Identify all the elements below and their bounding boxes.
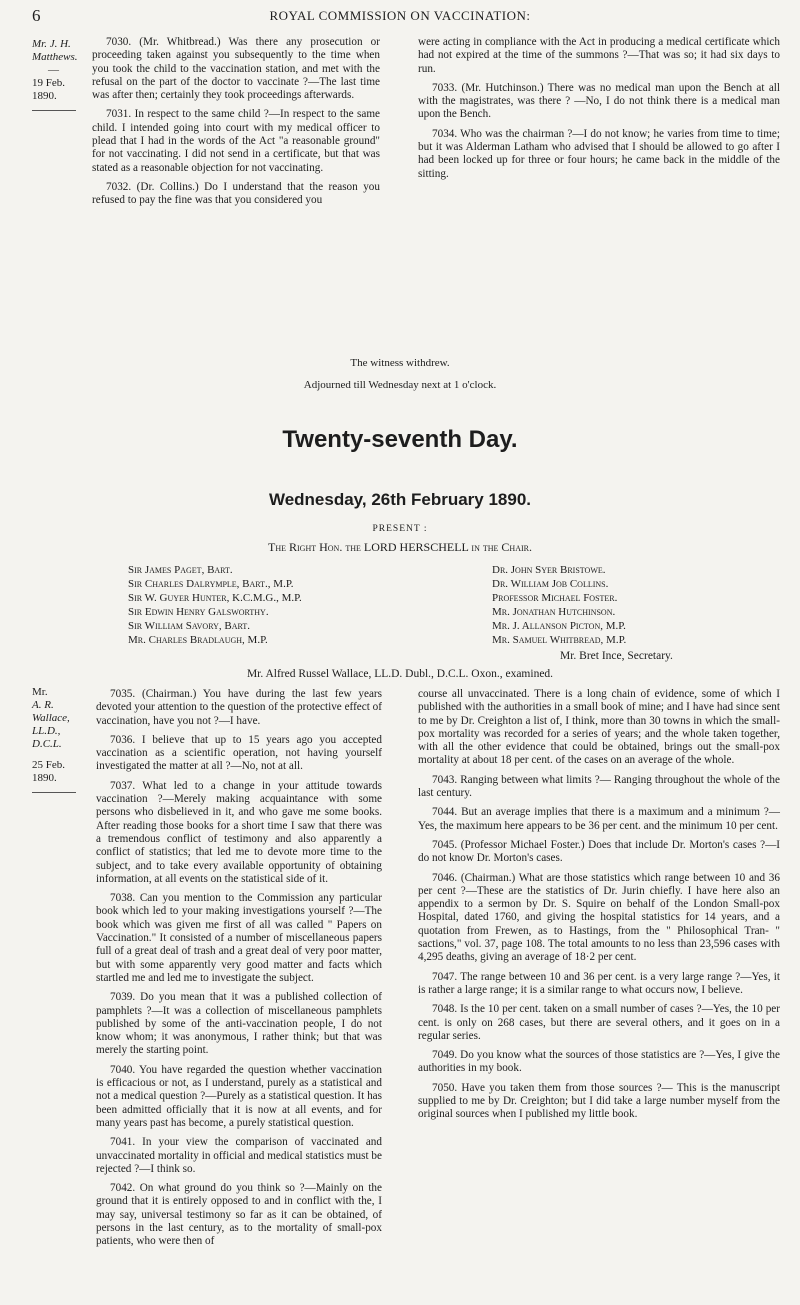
paragraph: 7037. What led to a change in your attitude towards vaccination ?—Merely making acquaintance with some persons who disbelieved in it, and who gave me some books. After reading those books for a short time I saw that there was a tremendous conflict of testimony and also apparently a conflict of statistics; that led me to devote more time to the subject, and to take every available opportunity of obtaining information, at all events on the statistical side of it. — [96, 779, 382, 885]
examined-line: Mr. Alfred Russel Wallace, LL.D. Dubl., D.C.L. Oxon., examined. — [246, 668, 554, 680]
margin-rule — [32, 792, 76, 793]
margin-prefix: Mr. — [32, 686, 48, 698]
paragraph: 7050. Have you taken them from those sources ?— This is the manuscript supplied to me by Dr. Creighton; but I did take a large number myself from the original sources when I published my little book. — [418, 1081, 780, 1121]
adjourned-notice: Adjourned till Wednesday next at 1 o'clock. — [303, 379, 497, 391]
paragraph: 7033. (Mr. Hutchinson.) There was no medical man upon the Bench at all with the magistrates, was there ? —No, I do not think there is a medical man upon the Bench. — [418, 81, 780, 121]
member-name: Dr. John Syer Bristowe. — [492, 564, 606, 576]
paragraph: 7036. I believe that up to 15 years ago you accepted vaccination as a scientific operation, not having yourself investigated the matter at all ?—No, not at all. — [96, 733, 382, 773]
paragraph: course all unvaccinated. There is a long chain of evidence, some of which I published with the authorities in a small book of mine; and I have had since sent to me by Dr. Creighton a list of, I think, more than 30 towns in which the small-pox mortality was recorded for a series of years; and the whole taken together, with all the other evidence that could be obtained, brings out the small-pox mortality at about 18 per cent. of the cases on an average of the whole. — [418, 688, 780, 767]
member-name: Professor Michael Foster. — [492, 592, 618, 604]
paragraph: 7032. (Dr. Collins.) Do I understand that the reason you refused to pay the fine was that you considered you — [92, 180, 380, 207]
paragraph: 7040. You have regarded the question whether vaccination is efficacious or not, as I understand, purely as a statistical and not a medical question ?—Purely as a statistical question. It has been admitted officially that it is now at all events, and for many years past has become, a purely statistical question. — [96, 1063, 382, 1129]
margin-witness-name: Mr. J. H. Matthews. — [32, 38, 78, 63]
paragraph: 7048. Is the 10 per cent. taken on a small number of cases ?—Yes, the 10 per cent. is only on 268 cases, but there are several others, and it goes on in a regular series. — [418, 1003, 780, 1042]
paragraph: 7038. Can you mention to the Commission any particular book which led to your making investigations yourself ?—The book which was given me first of all was called " Papers on Vaccination." It consisted of a number of miscellaneous papers full of a great deal of trash and a great deal of very poor matter, but with some apparently very good matter and facts which startled me and led me to investigate the subject. — [96, 892, 382, 984]
paragraph: 7049. Do you know what the sources of those statistics are ?—Yes, I give the authorities in my book. — [418, 1049, 780, 1075]
paragraph: 7035. (Chairman.) You have during the last few years devoted your attention to the question of the protective effect of vaccination, have you not ?—I have. — [96, 688, 382, 727]
member-name: Mr. Samuel Whitbread, M.P. — [492, 634, 627, 646]
paragraph: 7046. (Chairman.) What are those statistics which range between 10 and 36 per cent ?—These are the statistics of Dr. Jurin chiefly. I have here also an appendix to a sermon by Dr. S. Squire on behalf of the London Small-pox Hospital, dated 1760, and giving the hospital statistics for 14 years, and a quotation from Frewen, as to Hastings, from the " Philosophical Tran- " sactions," vol. 37, page 108. The total amounts to no less than 23,596 cases with 4,295 deaths, giving an average of 18·2 per cent. — [418, 871, 780, 964]
member-name: Sir Edwin Henry Galsworthy. — [128, 606, 269, 618]
secretary-line: Mr. Bret Ince, Secretary. — [560, 650, 673, 662]
paragraph: 7047. The range between 10 and 36 per cent. is a very large range ?—Yes, it is rather a large range; it is a similar range to what occurs now, I believe. — [418, 970, 780, 996]
page-header — [0, 6, 800, 26]
margin-dash: — — [48, 64, 59, 76]
day-heading: Twenty-seventh Day. — [282, 426, 518, 453]
paragraph: 7043. Ranging between what limits ?— Ranging throughout the whole of the last century. — [418, 773, 780, 800]
witness-withdrew: The witness withdrew. — [350, 357, 450, 369]
margin-date: 25 Feb. 1890. — [32, 759, 65, 784]
top-left-column — [92, 36, 380, 214]
margin-rule — [32, 110, 76, 111]
paragraph: 7042. On what ground do you think so ?—Mainly on the ground that it is entirely opposed to and in conflict with the, I may say, universal testimony so far as it can be obtained, of persons in the last century, as to the mortality of small-pox patients, who were then of — [96, 1182, 382, 1248]
margin-note-top — [32, 38, 90, 111]
present-list-left — [128, 563, 408, 647]
member-name: Sir William Savory, Bart. — [128, 620, 250, 632]
member-name: Sir W. Guyer Hunter, K.C.M.G., M.P. — [128, 592, 302, 604]
running-title: ROYAL COMMISSION ON VACCINATION: — [269, 8, 531, 23]
paragraph: 7030. (Mr. Whitbread.) Was there any prosecution or proceeding taken against you subsequently to the time when you took the child to the vaccination station, and met with the refusal on the part of the doctor to vaccinate ?—The last time was after then; certainly they took proceedings afterwards. — [92, 36, 380, 102]
present-label: PRESENT : — [372, 524, 428, 534]
member-name: Mr. Charles Bradlaugh, M.P. — [128, 634, 268, 646]
member-name: Sir Charles Dalrymple, Bart., M.P. — [128, 578, 294, 590]
bottom-left-column — [96, 688, 382, 1255]
present-list-right — [492, 563, 782, 647]
paragraph: 7039. Do you mean that it was a published collection of pamphlets ?—It was a collection of miscellaneous pamphlets published by some of the anti-vaccination people, I do not know whom; it was anonymous, I rather think; but that was merely the starting point. — [96, 991, 382, 1057]
margin-witness-name: A. R. Wallace, LL.D., D.C.L. — [32, 699, 70, 750]
page-number: 6 — [32, 6, 41, 25]
paragraph: 7031. In respect to the same child ?—In respect to the same child. I intended going into court with my medical officer to plead that I had in the words of the Act "a reasonable ground" for not vaccinating. I did not send in a certificate, but that was stated as a reasonable objection for not vaccinating. — [92, 108, 380, 174]
paragraph: 7045. (Professor Michael Foster.) Does that include Dr. Morton's cases ?—I do not know Dr. Morton's cases. — [418, 838, 780, 865]
bottom-right-column — [418, 688, 780, 1128]
member-name: Mr. Jonathan Hutchinson. — [492, 606, 616, 618]
paragraph: 7034. Who was the chairman ?—I do not know; he varies from time to time; but it was Alderman Latham who advised that I should be allowed to go after I had been locked up for three or four hours; he came back in the middle of the sitting. — [418, 127, 780, 180]
top-right-column — [418, 36, 780, 187]
paragraph: were acting in compliance with the Act in producing a medical certificate which had not expired at the time of the summons ?—That was so; it had six days to run. — [418, 36, 780, 75]
paragraph: 7044. But an average implies that there is a maximum and a minimum ?—Yes, the maximum here appears to be 36 per cent. and the minimum 10 per cent. — [418, 806, 780, 832]
member-name: Mr. J. Allanson Picton, M.P. — [492, 620, 626, 632]
date-heading: Wednesday, 26th February 1890. — [268, 490, 532, 509]
margin-note-bottom — [32, 686, 92, 793]
paragraph: 7041. In your view the comparison of vaccinated and unvaccinated mortality in official and medical statistics must be rejected ?—I think so. — [96, 1136, 382, 1175]
member-name: Dr. William Job Collins. — [492, 578, 609, 590]
member-name: Sir James Paget, Bart. — [128, 564, 233, 576]
margin-date: 19 Feb. 1890. — [32, 77, 65, 102]
chair-line: The Right Hon. the LORD HERSCHELL in the Chair. — [268, 540, 532, 554]
